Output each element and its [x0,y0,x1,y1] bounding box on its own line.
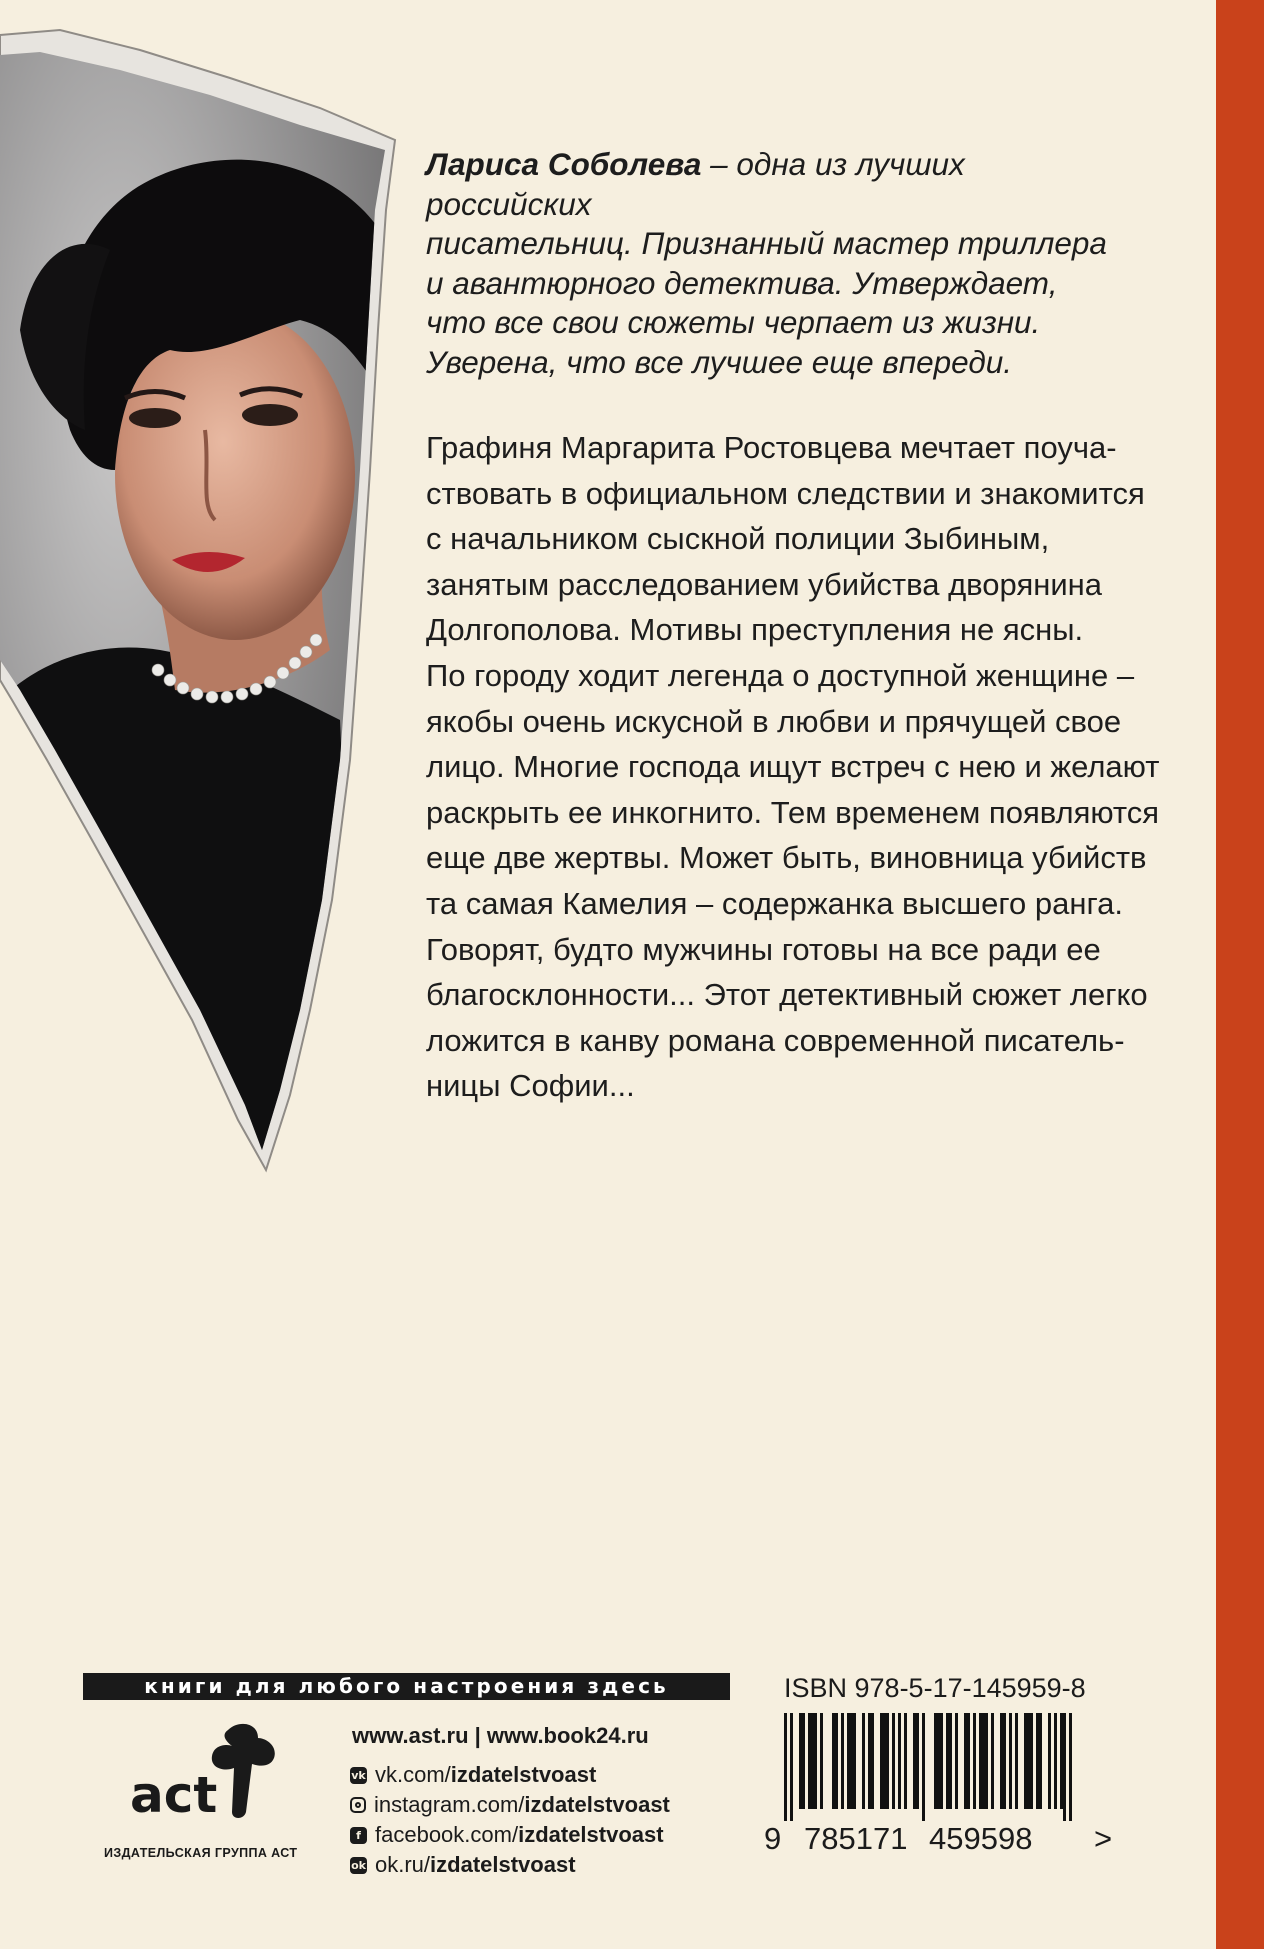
description-line: ложится в канву романа современной писатель- [426,1022,1125,1058]
barcode-bar [985,1713,988,1809]
description-line: с начальником сыскной полиции Зыбиным, [426,521,1050,557]
barcode-bar [784,1713,787,1821]
description-line: раскрыть ее инкогнито. Тем временем появляются [426,794,1160,830]
book-description [426,425,1160,1109]
barcode-bar [904,1713,907,1809]
barcode-bar [1063,1713,1066,1821]
barcode-bar [946,1713,949,1809]
barcode-bar [880,1713,883,1809]
barcode-bar [922,1713,925,1821]
publisher-name: ИЗДАТЕЛЬСКАЯ ГРУППА АСТ [104,1846,298,1860]
odnoklassniki-icon: ok [351,1858,366,1872]
social-domain: facebook.com/ [375,1822,519,1847]
barcode-bar [1039,1713,1042,1809]
description-line: Говорят, будто мужчины готовы на все ради ее [426,931,1101,967]
barcode-bar [940,1713,943,1809]
bio-text: – одна из лучших российских [426,146,965,222]
bio-line: писательниц. Признанный мастер триллера [426,225,1107,262]
barcode-bar [1069,1713,1072,1821]
social-handle: izdatelstvoast [450,1762,597,1787]
barcode-bar [799,1713,802,1809]
book-spine-edge [1216,0,1264,1949]
social-handle: izdatelstvoast [430,1852,576,1877]
barcode-bar [964,1713,967,1809]
description-line: та самая Камелия – содержанка высшего ранга. [426,885,1123,921]
bio-line: и авантюрного детектива. Утверждает, [426,264,1058,301]
barcode-bar [1060,1713,1063,1809]
barcode-bar [979,1713,982,1809]
barcode-bar [871,1713,874,1809]
ast-logo [128,1720,288,1830]
social-handle: izdatelstvoast [518,1822,664,1847]
bio-line: Уверена, что все лучшее еще впереди. [426,343,1012,380]
barcode-bar [868,1713,871,1809]
barcode-bar [1030,1713,1033,1809]
barcode-bar [790,1713,793,1821]
bio-line [426,145,1126,224]
isbn-barcode-block [764,1673,1114,1873]
logo-text: act [130,1766,218,1824]
barcode-bar [802,1713,805,1809]
barcode-bar [850,1713,853,1809]
social-handle: izdatelstvoast [524,1792,670,1817]
barcode-bar [862,1713,865,1809]
author-name: Лариса Соболева [426,146,702,182]
barcode-bar [982,1713,985,1809]
barcode-bar [1027,1713,1030,1809]
barcode-image [784,1713,1084,1821]
tagline-bar: книги для любого настроения здесь [83,1673,730,1700]
barcode-bar [886,1713,889,1809]
facebook-icon: f [350,1827,367,1844]
barcode-bar [1024,1713,1027,1809]
barcode-bar [808,1713,811,1809]
website-links[interactable]: www.ast.ru | www.book24.ru [352,1723,649,1748]
description-line: якобы очень искусной в любви и прячущей свое [426,703,1122,739]
barcode-bar [898,1713,901,1809]
description-line: Графиня Маргарита Ростовцева мечтает поуча- [426,430,1117,465]
social-links [350,1760,750,1880]
barcode-digit-group: > [1094,1821,1113,1856]
barcode-bar [967,1713,970,1809]
instagram-icon [350,1797,366,1813]
barcode-bar [892,1713,895,1809]
barcode-bar [1000,1713,1003,1809]
barcode-bar [1009,1713,1012,1809]
author-photo [0,0,400,1175]
barcode-digit-group: 459598 [929,1821,1033,1856]
social-link-instagram[interactable] [350,1790,750,1820]
barcode-bar [916,1713,919,1809]
barcode-bar [841,1713,844,1809]
barcode-bar [832,1713,835,1809]
barcode-bar [937,1713,940,1809]
social-link-facebook[interactable] [350,1820,750,1850]
barcode-bar [814,1713,817,1809]
barcode-bar [820,1713,823,1809]
social-link-vk[interactable] [350,1760,750,1790]
social-domain: instagram.com/ [374,1792,525,1817]
barcode-bar [955,1713,958,1809]
social-link-ok[interactable] [350,1850,750,1880]
description-line: ствовать в официальном следствии и знакомится [426,475,1145,511]
barcode-digit-group: 785171 [804,1821,908,1856]
bio-line: что все свои сюжеты черпает из жизни. [426,304,1041,341]
barcode-bar [973,1713,976,1809]
barcode-bar [991,1713,994,1809]
barcode-bar [835,1713,838,1809]
barcode-bar [1054,1713,1057,1809]
description-line: Долгополова. Мотивы преступления не ясны. [426,612,1084,648]
isbn-label: ISBN 978-5-17-145959-8 [784,1673,1086,1703]
barcode-bar [853,1713,856,1809]
social-domain: vk.com/ [375,1762,451,1787]
barcode-bar [811,1713,814,1809]
description-line: занятым расследованием убийства дворянина [426,566,1103,602]
barcode-bar [913,1713,916,1809]
description-line: лицо. Многие господа ищут встреч с нею и желают [426,749,1160,785]
description-line: еще две жертвы. Может быть, виновница убийств [426,840,1147,876]
description-line: благосклонности... Этот детективный сюжет легко [426,977,1148,1013]
barcode-bar [949,1713,952,1809]
vk-icon: vk [351,1768,366,1782]
barcode-bar [883,1713,886,1809]
barcode-bar [1015,1713,1018,1809]
barcode-digit-group: 9 [764,1821,782,1856]
description-line: ницы Софии... [426,1068,635,1104]
barcode-bar [847,1713,850,1809]
barcode-bar [1003,1713,1006,1809]
barcode-bar [934,1713,937,1809]
author-bio [426,145,1126,383]
social-domain: ok.ru/ [375,1852,431,1877]
description-line: По городу ходит легенда о доступной женщине – [426,657,1135,693]
barcode-bar [1036,1713,1039,1809]
barcode-bar [1048,1713,1051,1809]
